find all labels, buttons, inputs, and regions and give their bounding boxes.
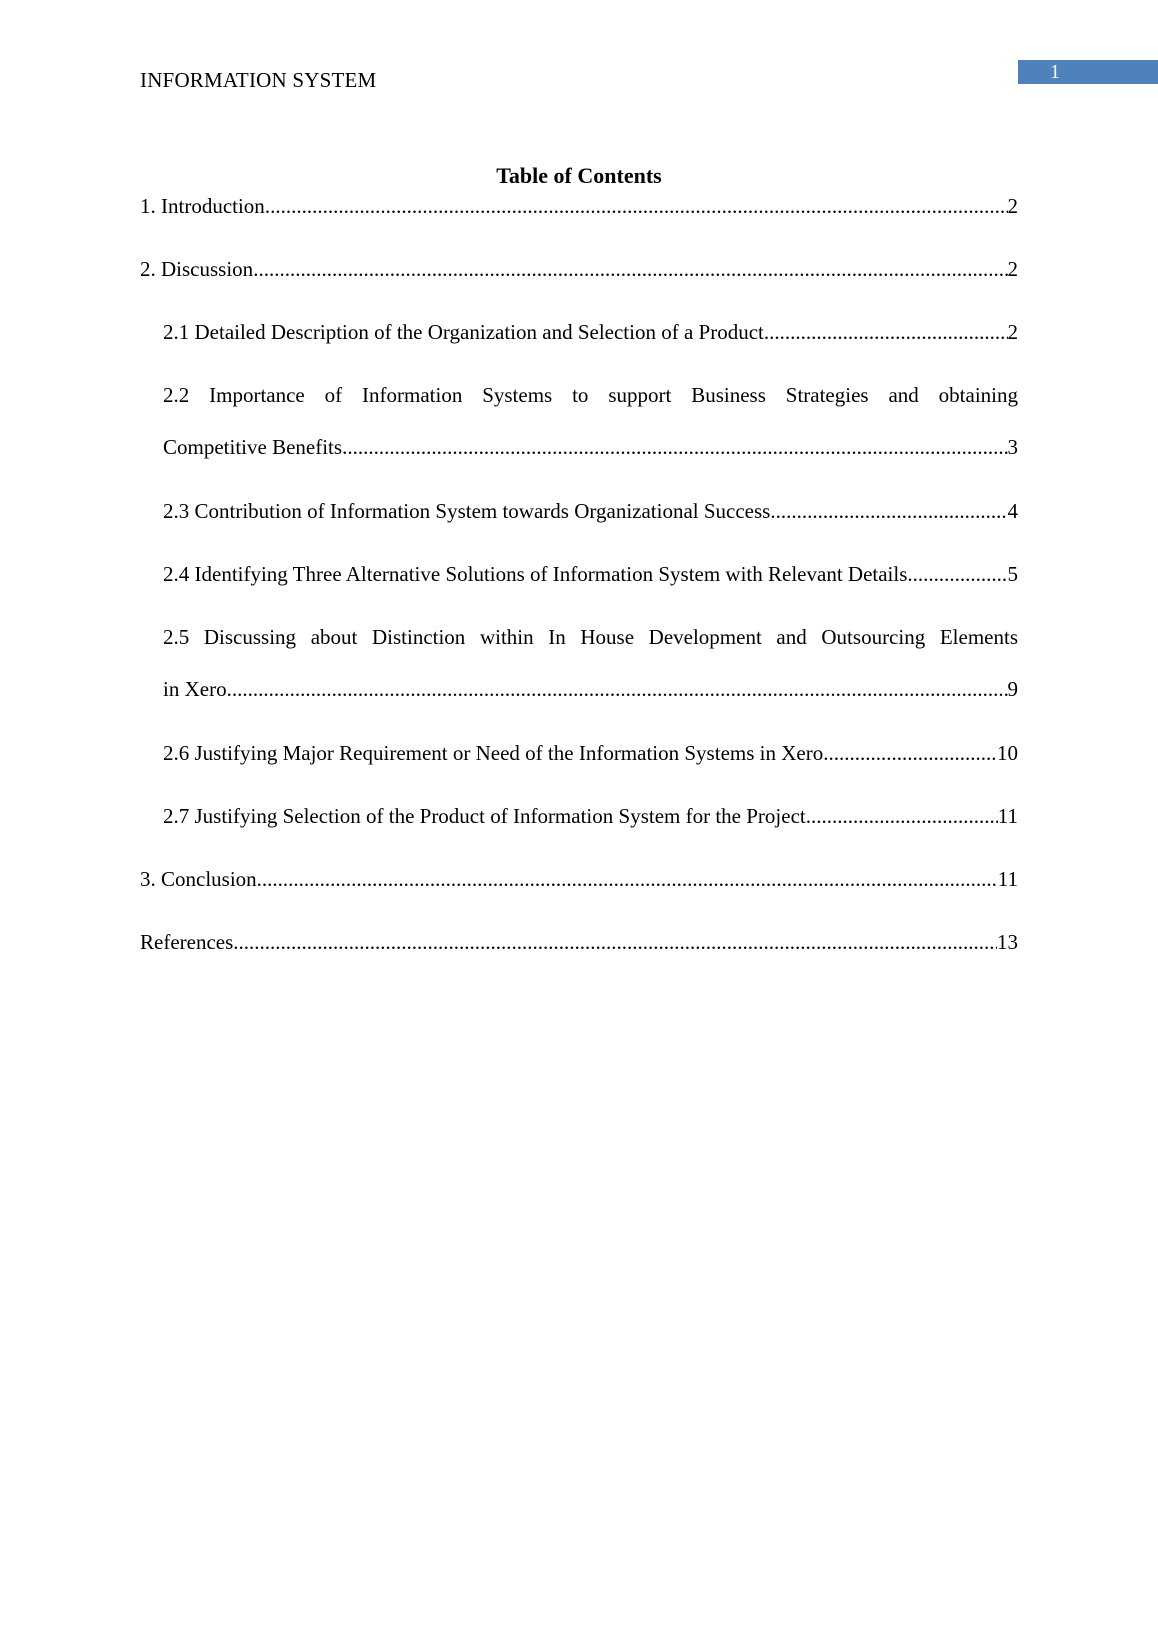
toc-entry-text: References	[140, 930, 234, 954]
toc-entry-page: 2	[1007, 320, 1018, 344]
toc-entry-2-3[interactable]	[163, 485, 1018, 537]
toc-entry-page: 2	[1007, 194, 1018, 218]
toc-entry-2-4[interactable]	[163, 548, 1018, 600]
toc-entry-page: 3	[1007, 435, 1018, 459]
page-number: 1	[1050, 61, 1060, 83]
toc-entry-text-line1: 2.5 Discussing about Distinction within In House Development and Outsourcing Elements	[163, 625, 1018, 649]
toc-entry-page: 9	[1007, 677, 1018, 701]
toc-entry-text: Competitive Benefits	[163, 435, 343, 459]
toc-entry-page: 10	[997, 741, 1018, 765]
toc-entry-references[interactable]	[140, 916, 1018, 968]
toc-entry-page: 13	[997, 930, 1018, 954]
toc-entry-page: 5	[1007, 562, 1018, 586]
dot-leader	[253, 243, 1007, 295]
dot-leader	[764, 306, 1008, 358]
toc-entry-text: 2.1 Detailed Description of the Organization and Selection of a Product	[163, 320, 764, 344]
toc-entry-text: 3. Conclusion	[140, 867, 257, 891]
toc-entry-text: in Xero	[163, 677, 227, 701]
toc-entry-text: 2.4 Identifying Three Alternative Solutions of Information System with Relevant Details	[163, 562, 908, 586]
toc-entry-text: 2.6 Justifying Major Requirement or Need of the Information Systems in Xero	[163, 741, 824, 765]
dot-leader	[227, 663, 1008, 715]
toc-entry-discussion[interactable]	[140, 243, 1018, 295]
dot-leader	[342, 421, 1007, 473]
toc-entry-text: 1. Introduction	[140, 194, 265, 218]
toc-entry-2-7[interactable]	[163, 790, 1018, 842]
toc-entry-page: 2	[1007, 257, 1018, 281]
toc-entry-conclusion[interactable]	[140, 853, 1018, 905]
toc-entry-2-6[interactable]	[163, 727, 1018, 779]
toc-entry-text-line1: 2.2 Importance of Information Systems to support Business Strategies and obtaining	[163, 383, 1018, 407]
dot-leader	[806, 790, 998, 842]
toc-entry-text: 2. Discussion	[140, 257, 254, 281]
toc-entry-page: 11	[997, 867, 1018, 891]
dot-leader	[233, 916, 997, 968]
dot-leader	[907, 548, 1007, 600]
page-number-badge	[1018, 60, 1158, 84]
toc-entry-text: 2.3 Contribution of Information System towards Organizational Success	[163, 499, 771, 523]
dot-leader	[265, 180, 1008, 232]
running-header: INFORMATION SYSTEM	[140, 68, 377, 92]
toc-entry-introduction[interactable]	[140, 180, 1018, 232]
toc-entry-2-5[interactable]	[163, 611, 1018, 715]
toc-entry-page: 11	[997, 804, 1018, 828]
toc-title: Table of Contents	[496, 163, 662, 188]
dot-leader	[257, 853, 998, 905]
dot-leader	[823, 727, 997, 779]
toc-entry-2-1[interactable]	[163, 306, 1018, 358]
toc-entry-2-2[interactable]	[163, 369, 1018, 473]
toc-entry-text: 2.7 Justifying Selection of the Product of Information System for the Project	[163, 804, 806, 828]
dot-leader	[770, 485, 1007, 537]
toc-entry-page: 4	[1007, 499, 1018, 523]
